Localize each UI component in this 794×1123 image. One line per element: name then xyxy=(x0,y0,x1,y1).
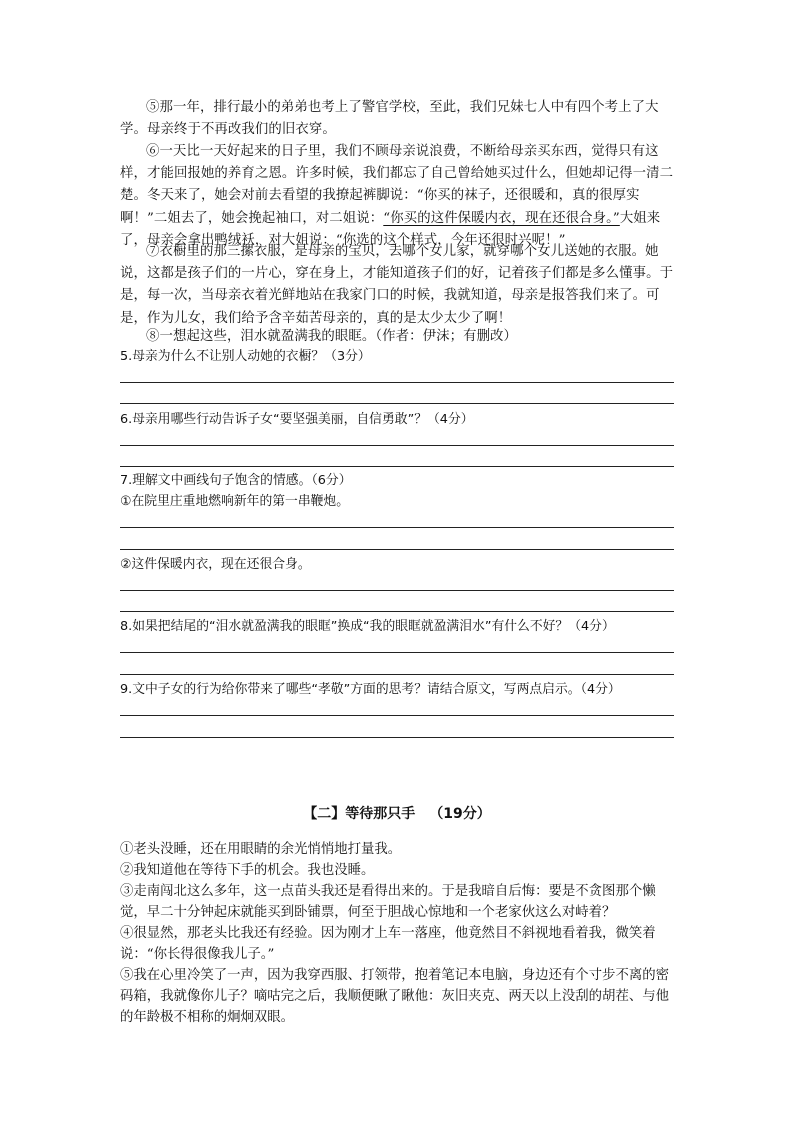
question-8: 8.如果把结尾的“泪水就盈满我的眼眶”换成“我的眼眶就盈满泪水”有什么不好？（4分） xyxy=(120,619,615,634)
paragraph-6-text-a: ⑥一天比一天好起来的日子里，我们不顾母亲说浪费，不断给母亲买东西，觉得只有这样，才能回报她的养育之恩。许多时候，我们都忘了自己曾给她买过什么，但她却记得一清二楚。冬天来了，她会对前去看望的我撩起裤脚说：“你买的袜子，还很暖和，真的很厚实啊！”二姐去了，她会挽起袖口，对二姐说： xyxy=(120,144,674,226)
question-7-item-2: ②这件保暖内衣，现在还很合身。 xyxy=(120,557,311,572)
question-5: 5.母亲为什么不让别人动她的衣橱？（3分） xyxy=(120,349,371,364)
passage-paragraph-5: ⑤那一年，排行最小的弟弟也考上了警官学校，至此，我们兄妹七人中有四个考上了大学。母亲终于不再改我们的旧衣穿。 xyxy=(120,100,659,138)
answer-line[interactable] xyxy=(120,445,674,446)
underlined-sentence: “你买的这件保暖内衣，现在还很合身。” xyxy=(383,210,620,226)
question-7: 7.理解文中画线句子饱含的情感。（6分） xyxy=(120,473,352,488)
question-9: 9.文中子女的行为给你带来了哪些“孝敬”方面的思考？请结合原文，写两点启示。（4分） xyxy=(120,682,621,697)
answer-line[interactable] xyxy=(120,737,674,738)
question-6: 6.母亲用哪些行动告诉子女“要坚强美丽，自信勇敢”？（4分） xyxy=(120,412,474,427)
answer-line[interactable] xyxy=(120,715,674,716)
answer-line[interactable] xyxy=(120,382,674,383)
passage-paragraph-8: ⑧一想起这些，泪水就盈满我的眼眶。（作者：伊沫；有删改） xyxy=(146,329,518,344)
answer-line[interactable] xyxy=(120,611,674,612)
section-2-paragraph-4: ④很显然，那老头比我还有经验。因为刚才上车一落座，他竟然目不斜视地看着我，微笑着说：“你长得很像我儿子。” xyxy=(120,926,656,962)
answer-line[interactable] xyxy=(120,652,674,653)
passage-paragraph-7: ⑦衣橱里的那三摞衣服，是母亲的宝贝，去哪个女儿家，就穿哪个女儿送她的衣服。她说，这都是孩子们的一片心，穿在身上，才能知道孩子们的好，记着孩子们都是多么懂事。于是，每一次，当母亲衣着光鲜地站在我家门口的时候，我就知道，母亲是报答我们来了。可是，作为儿女，我们给予含辛茹苦母亲的，真的是太少太少了啊！ xyxy=(120,244,674,326)
question-7-item-1: ①在院里庄重地燃响新年的第一串鞭炮。 xyxy=(120,494,350,509)
answer-line[interactable] xyxy=(120,590,674,591)
section-2-paragraph-5: ⑤我在心里冷笑了一声，因为我穿西服、打领带，抱着笔记本电脑，身边还有个寸步不离的密码箱，我就像你儿子？嘀咕完之后，我顺便瞅了瞅他：灰旧夹克、两天以上没刮的胡茬、与他的年龄极不相称的炯炯双眼。 xyxy=(120,968,670,1025)
answer-line[interactable] xyxy=(120,466,674,467)
section-2-title xyxy=(0,803,794,823)
answer-line[interactable] xyxy=(120,403,674,404)
paragraph-6-text-b: 大姐来了，母亲会拿出鸭绒袄，对大姐说：“你选的这个样式，今年还很时兴呢！” xyxy=(120,210,661,248)
answer-line[interactable] xyxy=(120,674,674,675)
section-2-paragraph-1: ①老头没睡，还在用眼睛的余光悄悄地打量我。 xyxy=(120,842,402,857)
answer-line[interactable] xyxy=(120,549,674,550)
section-2-paragraph-3: ③走南闯北这么多年，这一点苗头我还是看得出来的。于是我暗自后悔：要是不贪图那个懒觉，早二十分钟起床就能买到卧铺票，何至于胆战心惊地和一个老家伙这么对峙着？ xyxy=(120,884,656,920)
section-title-text: 【二】等待那只手 xyxy=(303,806,416,822)
section-2-paragraph-2: ②我知道他在等待下手的机会。我也没睡。 xyxy=(120,863,375,878)
passage-paragraph-6 xyxy=(120,141,676,252)
answer-line[interactable] xyxy=(120,527,674,528)
section-score: （19分） xyxy=(429,806,491,822)
